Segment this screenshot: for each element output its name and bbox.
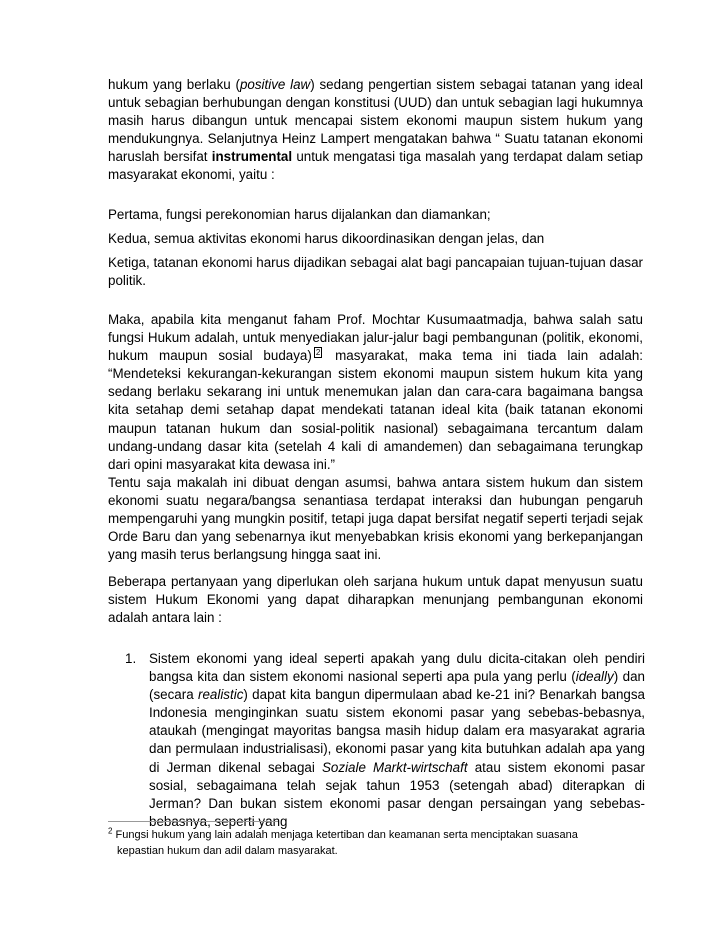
text-run: masyarakat, maka tema ini tiada lain adalah: “Mendeteksi kekurangan-kekurangan sistem ekonomi maupun sistem hukum kita yang sedang berlaku sekarang ini untuk menemukan jalan dan cara-cara bagaimana bangsa kita setahap demi setahap dapat mendekati tatanan ideal kita (baik tatanan ekonomi maupun tatanan hukum dan sosial-politik nasional) sebagaimana tercantum dalam undang-undang dasar kita (setelah 4 kali di amandemen) dan sebagaimana terungkap dari opini masyarakat kita dewasa ini.”: [108, 348, 643, 472]
bold-term: instrumental: [211, 149, 293, 165]
point-third: Ketiga, tatanan ekonomi harus dijadikan sebagai alat bagi pancapaian tujuan-tujuan dasar politik.: [108, 255, 643, 289]
text-run: ) sedang pengertian sistem sebagai tatanan yang ideal untuk sebagian berhubungan dengan konstitusi (UUD) dan untuk sebagian lagi hukumnya masih harus dibangun untuk mencapai sistem ekonomi maupun sistem hukum yang mendukungnya. Selanjutnya Heinz Lampert mengatakan bahwa “ Suatu tatanan ekonomi haruslah bersifat: [108, 77, 643, 165]
paragraph-mochtar: [108, 311, 643, 474]
text-run: atau sistem ekonomi pasar sosial, sebagaimana telah sejak tahun 1953 (setengah abad) diterapkan di Jerman? Dan bukan sistem ekonomi pasar dengan persaingan yang sebebas-bebasnya, seperti yang: [149, 759, 645, 829]
point-second: Kedua, semua aktivitas ekonomi harus dikoordinasikan dengan jelas, dan: [108, 231, 545, 246]
italic-term: realistic: [198, 687, 244, 703]
text-run: ) dan (secara: [149, 669, 645, 703]
paragraph-assumption: Tentu saja makalah ini dibuat dengan asumsi, bahwa antara sistem hukum dan sistem ekonomi suatu negara/bangsa senantiasa terdapat interaksi dan hubungan pengaruh mempengaruhi yang mungkin positif, tetapi juga dapat bersifat negatif seperti terjadi sejak Orde Baru dan yang sebenarnya ikut menyebabkan krisis ekonomi yang berkepanjangan yang masih terus berlangsung hingga saat ini.: [108, 475, 643, 563]
footnote-reference[interactable]: 2: [315, 348, 321, 358]
paragraph-intro: [108, 76, 643, 185]
footnote-line-2: kepastian hukum dan adil dalam masyarakat.: [117, 844, 338, 857]
footnote: [108, 828, 648, 859]
italic-term: Soziale Markt-wirtschaft: [322, 759, 468, 775]
text-run: untuk mengatasi tiga masalah yang terdapat dalam setiap masyarakat ekonomi, yaitu :: [108, 149, 644, 183]
italic-term: positive law: [239, 77, 311, 92]
text-run: Sistem ekonomi yang ideal seperti apakah yang dulu dicita-citakan oleh pendiri bangsa kita dan sistem ekonomi nasional seperti apa pula yang perlu (: [149, 651, 645, 685]
text-run: ) dapat kita bangun dipermulaan abad ke-21 ini? Benarkah bangsa Indonesia menginginkan suatu sistem ekonomi pasar yang sebebas-bebasnya, ataukah (mengingat mayoritas bangsa masih hidup dalam era masyarakat agraria dan permulaan industrialisasi), ekonomi pasar yang kita butuhkan adalah apa yang di Jerman dikenal sebagai: [149, 687, 645, 775]
point-first: Pertama, fungsi perekonomian harus dijalankan dan diamankan;: [108, 207, 491, 222]
paragraph-questions: Beberapa pertanyaan yang diperlukan oleh sarjana hukum untuk dapat menyusun suatu sistem Hukum Ekonomi yang dapat diharapkan menunjang pembangunan ekonomi adalah antara lain :: [108, 574, 643, 626]
footnote-text: Fungsi hukum yang lain adalah menjaga ketertiban dan keamanan serta menciptakan suasana: [115, 829, 578, 841]
footnote-divider: [108, 821, 278, 822]
list-item: [125, 650, 645, 831]
text-run: hukum yang berlaku (: [108, 77, 240, 92]
italic-term: ideally: [575, 669, 614, 685]
text-run: Maka, apabila kita menganut faham Prof. Mochtar Kusumaatmadja, bahwa salah satu fungsi Hukum adalah, untuk menyediakan jalur-jalur bagi pembangunan (politik, ekonomi, hukum maupun sosial budaya): [108, 312, 643, 364]
list-number: 1.: [125, 651, 137, 666]
footnote-line-1: [108, 828, 648, 844]
footnote-mark: 2: [108, 826, 113, 836]
question-list: [125, 650, 645, 831]
